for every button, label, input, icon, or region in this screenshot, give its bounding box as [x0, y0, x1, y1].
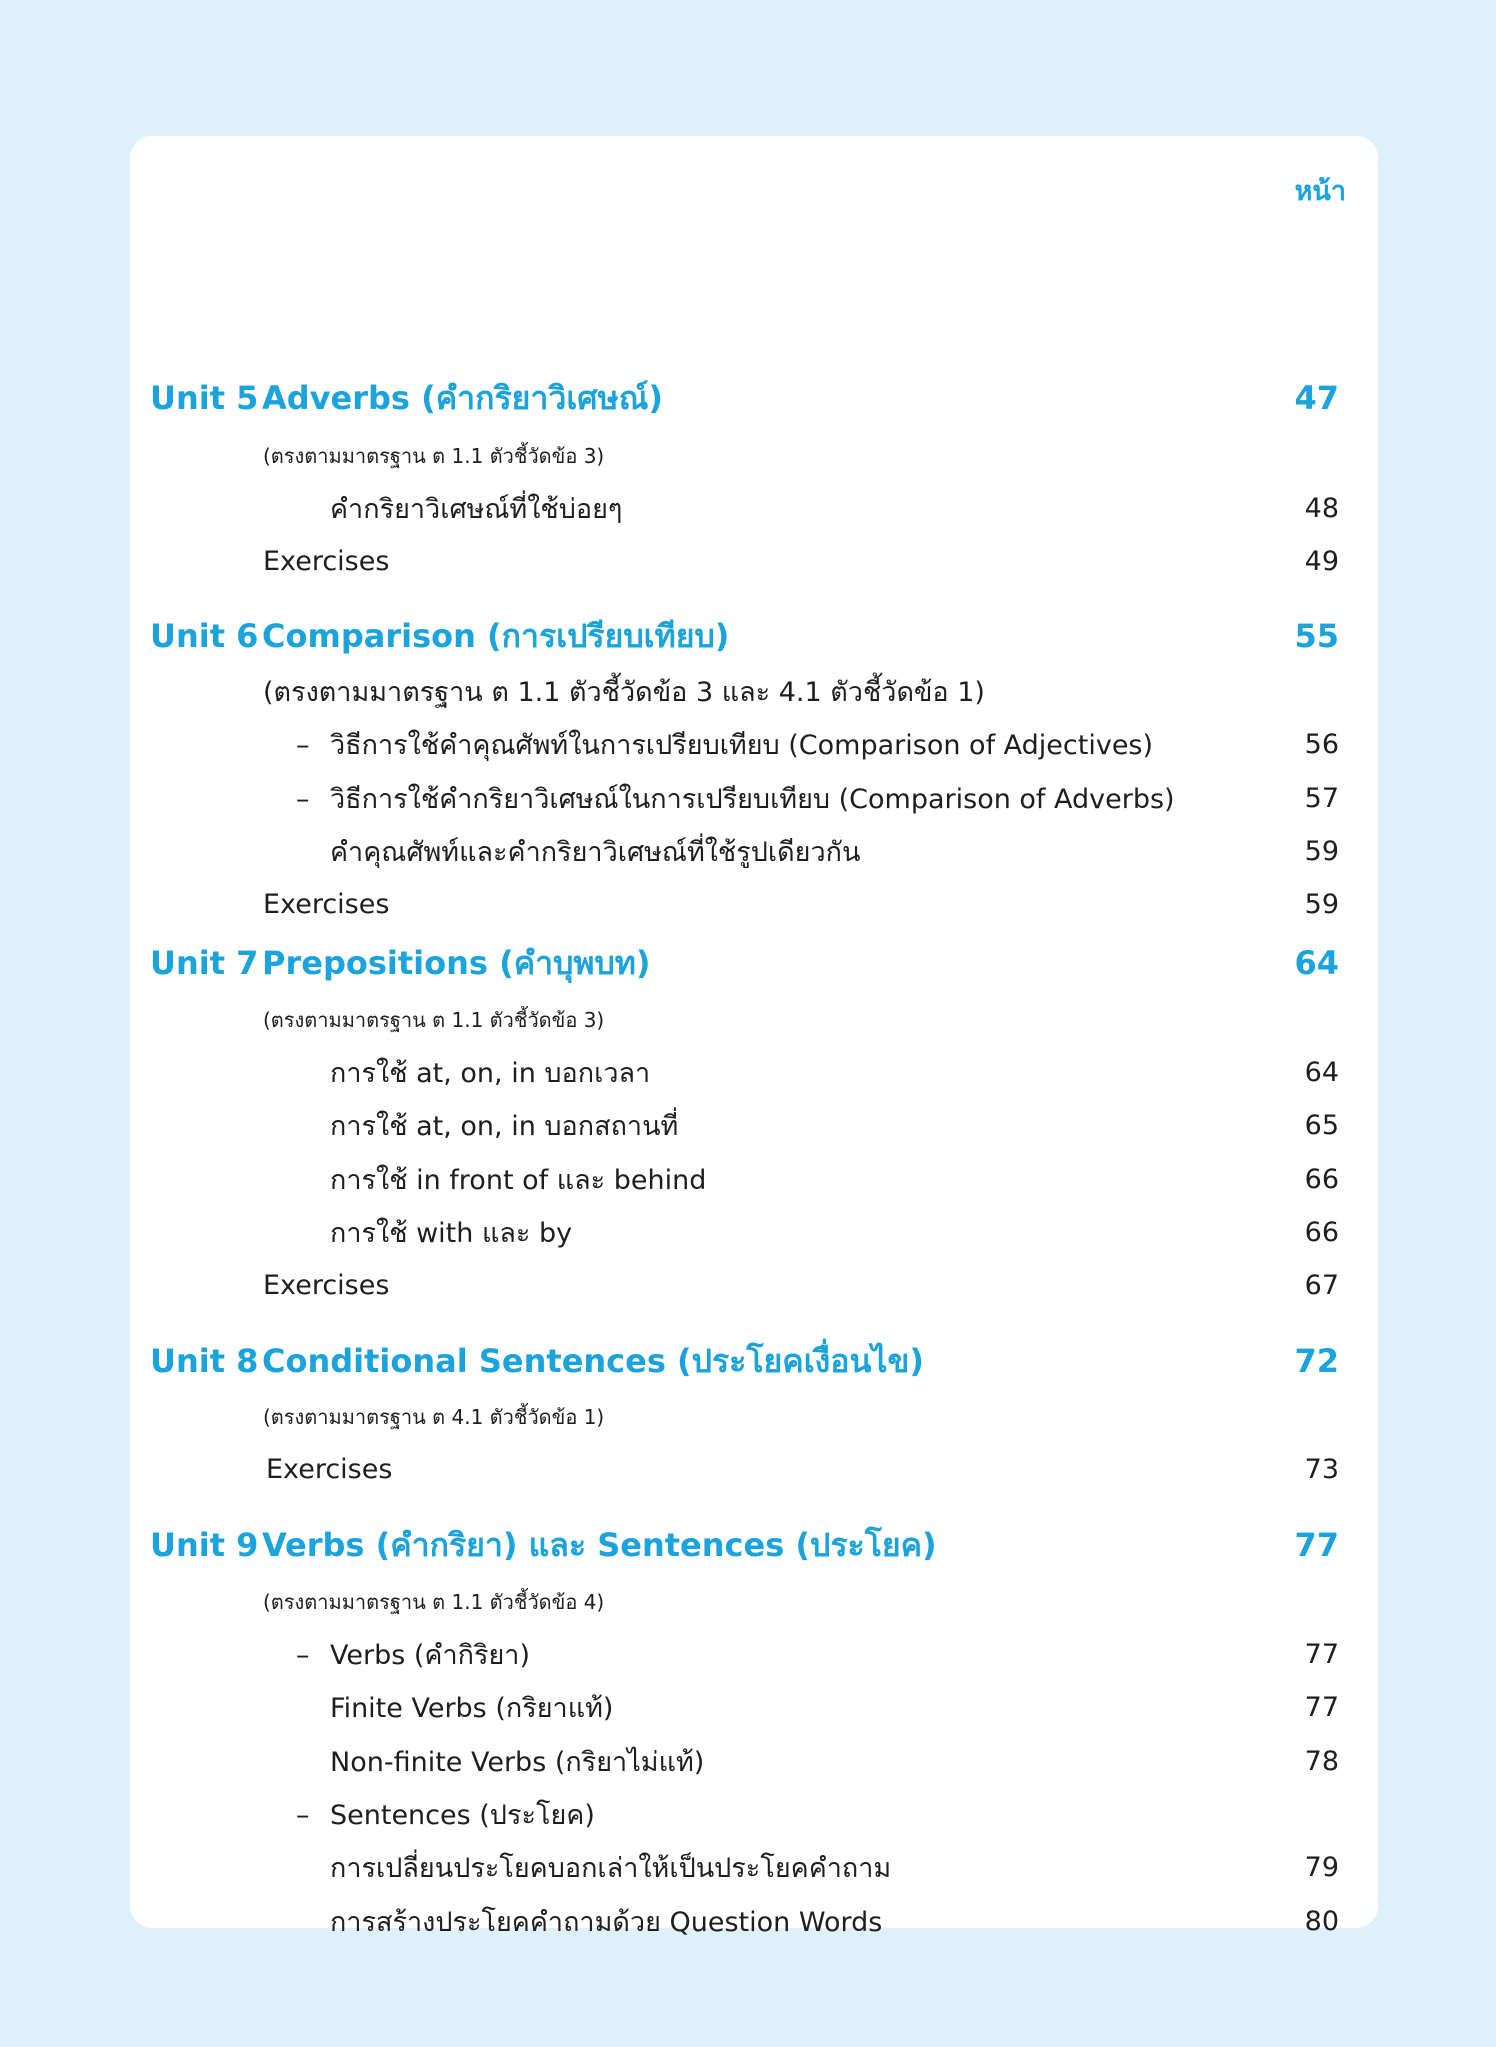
- entry-page: 56: [1304, 728, 1339, 760]
- unit-number: Unit 7: [150, 943, 259, 982]
- entry-page: 80: [1304, 1905, 1339, 1937]
- entry-page: 73: [1304, 1453, 1339, 1485]
- unit-number: Unit 9: [150, 1525, 259, 1564]
- bullet-dash: –: [296, 1799, 310, 1831]
- unit-title: Conditional Sentences (ประโยคเงื่อนไข): [262, 1341, 924, 1380]
- unit-number: Unit 6: [150, 616, 259, 655]
- entry-label: Sentences (ประโยค): [330, 1799, 595, 1831]
- toc-entry[interactable]: [130, 1683, 1378, 1731]
- toc-entry[interactable]: [130, 1208, 1378, 1256]
- entry-page: 57: [1304, 782, 1339, 814]
- entry-label: การเปลี่ยนประโยคบอกเล่าให้เป็นประโยคคำถาม: [330, 1852, 892, 1884]
- entry-label: คำกริยาวิเศษณ์ที่ใช้บ่อยๆ: [330, 493, 623, 525]
- entry-page: 78: [1304, 1745, 1339, 1777]
- entry-label: การสร้างประโยคคำถามด้วย Question Words: [330, 1906, 883, 1938]
- entry-page: 66: [1304, 1216, 1339, 1248]
- unit-9-standard: [130, 1578, 1378, 1626]
- entry-page: 59: [1304, 835, 1339, 867]
- unit-page: 64: [1294, 944, 1339, 982]
- unit-5-heading[interactable]: [130, 374, 1378, 422]
- entry-page: 64: [1304, 1056, 1339, 1088]
- toc-entry[interactable]: [130, 720, 1378, 768]
- entry-label: การใช้ at, on, in บอกสถานที่: [330, 1110, 679, 1142]
- unit-page: 72: [1294, 1342, 1339, 1380]
- standard-text: (ตรงตามมาตรฐาน ต 1.1 ตัวชี้วัดข้อ 4): [263, 1590, 605, 1614]
- toc-entry[interactable]: [130, 1843, 1378, 1891]
- toc-entry-exercises[interactable]: [130, 1261, 1378, 1309]
- unit-7-heading[interactable]: [130, 939, 1378, 987]
- unit-number: Unit 8: [150, 1341, 259, 1380]
- toc-entry[interactable]: [130, 1101, 1378, 1149]
- toc-entry-exercises[interactable]: [130, 537, 1378, 585]
- entry-page: 49: [1304, 545, 1339, 577]
- unit-6-standard: [130, 667, 1378, 715]
- unit-title: Adverbs (คำกริยาวิเศษณ์): [262, 378, 664, 417]
- toc-entry-exercises[interactable]: [130, 880, 1378, 928]
- toc-card: [130, 136, 1378, 1938]
- entry-label: Non-finite Verbs (กริยาไม่แท้): [330, 1746, 705, 1778]
- unit-6-heading[interactable]: [130, 612, 1378, 660]
- bullet-dash: –: [296, 729, 310, 761]
- toc-entry[interactable]: [130, 827, 1378, 875]
- unit-page: 47: [1294, 379, 1339, 417]
- unit-5-standard: [130, 432, 1378, 480]
- page-column-header: หน้า: [1294, 176, 1346, 207]
- toc-entry[interactable]: [130, 1155, 1378, 1203]
- entry-page: 79: [1304, 1851, 1339, 1883]
- entry-label: คำคุณศัพท์และคำกริยาวิเศษณ์ที่ใช้รูปเดียวกัน: [330, 836, 861, 868]
- entry-label: Exercises: [263, 888, 390, 920]
- entry-page: 65: [1304, 1109, 1339, 1141]
- toc-entry[interactable]: [130, 1790, 1378, 1838]
- entry-label: วิธีการใช้คำคุณศัพท์ในการเปรียบเทียบ (Comparison of Adjectives): [330, 729, 1154, 761]
- toc-entry[interactable]: [130, 484, 1378, 532]
- entry-label: Finite Verbs (กริยาแท้): [330, 1692, 614, 1724]
- entry-label: Exercises: [263, 545, 390, 577]
- entry-label: Exercises: [266, 1453, 393, 1485]
- standard-text: (ตรงตามมาตรฐาน ต 1.1 ตัวชี้วัดข้อ 3): [263, 1008, 605, 1032]
- unit-page: 55: [1294, 617, 1339, 655]
- entry-page: 66: [1304, 1163, 1339, 1195]
- standard-text: (ตรงตามมาตรฐาน ต 4.1 ตัวชี้วัดข้อ 1): [263, 1405, 605, 1429]
- unit-7-standard: [130, 996, 1378, 1044]
- unit-8-heading[interactable]: [130, 1337, 1378, 1385]
- unit-number: Unit 5: [150, 378, 259, 417]
- entry-label: วิธีการใช้คำกริยาวิเศษณ์ในการเปรียบเทียบ (Comparison of Adverbs): [330, 783, 1175, 815]
- toc-entry[interactable]: [130, 1630, 1378, 1678]
- toc-entry[interactable]: [130, 774, 1378, 822]
- entry-page: 67: [1304, 1269, 1339, 1301]
- entry-label: Exercises: [263, 1269, 390, 1301]
- entry-page: 48: [1304, 492, 1339, 524]
- unit-9-heading[interactable]: [130, 1521, 1378, 1569]
- standard-text: (ตรงตามมาตรฐาน ต 1.1 ตัวชี้วัดข้อ 3): [263, 444, 605, 468]
- entry-label: การใช้ with และ by: [330, 1217, 573, 1249]
- entry-page: 77: [1304, 1638, 1339, 1670]
- toc-entry[interactable]: [130, 1897, 1378, 1945]
- standard-text: (ตรงตามมาตรฐาน ต 1.1 ตัวชี้วัดข้อ 3 และ 4.1 ตัวชี้วัดข้อ 1): [263, 676, 985, 708]
- unit-8-standard: [130, 1393, 1378, 1441]
- unit-title: Comparison (การเปรียบเทียบ): [262, 616, 730, 655]
- entry-page: 77: [1304, 1691, 1339, 1723]
- bullet-dash: –: [296, 1639, 310, 1671]
- toc-entry-exercises[interactable]: [130, 1445, 1378, 1493]
- unit-title: Verbs (คำกริยา) และ Sentences (ประโยค): [262, 1525, 937, 1564]
- toc-entry[interactable]: [130, 1737, 1378, 1785]
- entry-page: 59: [1304, 888, 1339, 920]
- toc-entry[interactable]: [130, 1048, 1378, 1096]
- entry-label: การใช้ in front of และ behind: [330, 1164, 707, 1196]
- unit-title: Prepositions (คำบุพบท): [262, 943, 651, 982]
- entry-label: Verbs (คำกิริยา): [330, 1639, 530, 1671]
- unit-page: 77: [1294, 1526, 1339, 1564]
- entry-label: การใช้ at, on, in บอกเวลา: [330, 1057, 651, 1089]
- bullet-dash: –: [296, 783, 310, 815]
